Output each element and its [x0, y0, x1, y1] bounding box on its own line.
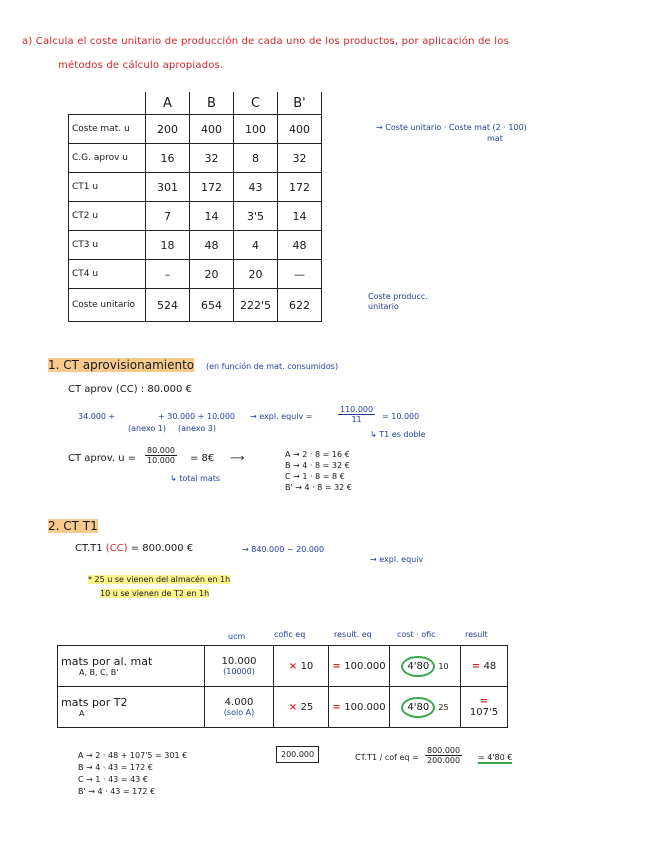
- row-label: CT4 u: [69, 260, 146, 289]
- ct-t1-line: [75, 543, 193, 554]
- row-label-main: mats por al. mat: [61, 655, 153, 668]
- frac-num: 80.000: [147, 446, 175, 455]
- result-value: 107'5: [469, 707, 499, 718]
- table-row: [69, 173, 322, 202]
- cost-mult: 10: [438, 661, 449, 671]
- cell: 32: [190, 144, 234, 173]
- table-row: [69, 260, 322, 289]
- frac-den: 10.000: [147, 456, 175, 465]
- col-header-b-prime: B': [278, 92, 322, 115]
- list-item: B' → 4 · 43 = 172 €: [78, 787, 156, 796]
- list-item: B' → 4 · 8 = 32 €: [285, 483, 352, 492]
- table-row: [69, 231, 322, 260]
- col-header-b: B: [190, 92, 234, 115]
- expl-mid: + 30.000 + 10.000: [158, 412, 236, 421]
- cost-mult: 25: [438, 702, 449, 712]
- section1-title-text: 1. CT aprovisionamiento: [48, 358, 195, 372]
- row-label: CT1 u: [69, 173, 146, 202]
- annex1: (anexo 1): [128, 424, 167, 433]
- list-item: A → 2 · 48 + 107'5 = 301 €: [78, 751, 188, 760]
- row-label: Coste unitario: [69, 289, 146, 322]
- frac-den: 200.000: [427, 756, 461, 765]
- cell: –: [146, 260, 190, 289]
- list-item: B → 4 · 8 = 32 €: [285, 461, 350, 470]
- cell: = 48: [461, 646, 508, 687]
- cell: [205, 646, 274, 687]
- t1-table: [57, 645, 508, 728]
- row1-note: → Coste unitario · Coste mat (2 · 100): [376, 123, 527, 132]
- annex3: (anexo 3): [178, 424, 217, 433]
- row-label-sub: A: [79, 709, 85, 718]
- cell: 4: [234, 231, 278, 260]
- section1-title: [48, 358, 338, 372]
- cell: 222'5: [234, 289, 278, 322]
- list-item: C → 1 · 43 = 43 €: [78, 775, 148, 784]
- col-header-c: C: [234, 92, 278, 115]
- final-prefix: CT.T1 / cof eq =: [355, 753, 419, 762]
- unit-cost-table: [68, 92, 322, 322]
- cell: 43: [234, 173, 278, 202]
- cell: 654: [190, 289, 234, 322]
- ct-aprov-line: CT aprov (CC) : 80.000 €: [68, 384, 192, 395]
- t1-header-result: result: [465, 630, 488, 639]
- cell: 48: [278, 231, 322, 260]
- cell: 172: [278, 173, 322, 202]
- ct-t1-label: CT.T1: [75, 543, 106, 554]
- cell: 7: [146, 202, 190, 231]
- cell: 14: [190, 202, 234, 231]
- final-fraction: [425, 746, 462, 765]
- row-label: Coste mat. u: [69, 115, 146, 144]
- table-row: [69, 115, 322, 144]
- ct-aprov-unit-result: = 8€: [190, 453, 215, 464]
- expl-fraction: [338, 405, 375, 424]
- section2-title: [48, 519, 98, 533]
- res-eq-value: 100.000: [344, 701, 386, 713]
- aprov-results: [285, 449, 352, 493]
- frac-num: 110.000: [340, 405, 374, 414]
- table-row: [58, 646, 508, 687]
- cell: 18: [146, 231, 190, 260]
- exercise-statement-line2: métodos de cálculo apropiados.: [58, 60, 224, 71]
- table-row: [69, 144, 322, 173]
- t1-header-ucm: ucm: [228, 632, 246, 641]
- exercise-statement-line1: a) Calcula el coste unitario de producción de cada uno de los productos, por aplicación de los: [22, 36, 509, 47]
- coef-value: 10: [300, 660, 314, 672]
- row-label: CT2 u: [69, 202, 146, 231]
- cell: = 107'5: [461, 687, 508, 728]
- cell: 622: [278, 289, 322, 322]
- row-label: CT3 u: [69, 231, 146, 260]
- list-item: B → 4 · 43 = 172 €: [78, 763, 153, 772]
- cell: —: [278, 260, 322, 289]
- cell: 14: [278, 202, 322, 231]
- section1-subtitle: (en función de mat. consumidos): [205, 362, 339, 371]
- cell: 172: [190, 173, 234, 202]
- cell: 20: [190, 260, 234, 289]
- t1-header-coef: cofic eq: [274, 630, 306, 639]
- res-eq-value: 100.000: [344, 660, 386, 672]
- last-row-note: Coste producc. unitario: [368, 292, 428, 311]
- row-label-sub: A, B, C, B': [79, 668, 119, 677]
- ct-t1-value: = 800.000 €: [127, 543, 194, 554]
- coef-total: 200.000: [276, 746, 319, 763]
- cell: = 100.000: [329, 687, 390, 728]
- cell: × 25: [274, 687, 329, 728]
- col-header-a: A: [146, 92, 190, 115]
- row-label: [58, 687, 205, 728]
- cell: 3'5: [234, 202, 278, 231]
- ucm-value: 4.000: [224, 697, 254, 708]
- ct-aprov-unit-prefix: CT aprov. u =: [68, 453, 137, 464]
- cell: 524: [146, 289, 190, 322]
- ucm-sub: (10000): [223, 667, 255, 676]
- t1-header-cost: cost · ofic: [397, 630, 436, 639]
- expl-result: = 10.000: [382, 412, 420, 421]
- row-label: C.G. aprov u: [69, 144, 146, 173]
- t1-breakdown: [78, 750, 187, 798]
- row1-note-sub: mat: [487, 134, 503, 143]
- table-row: [69, 202, 322, 231]
- list-item: C → 1 · 8 = 8 €: [285, 472, 345, 481]
- row-label-main: mats por T2: [61, 696, 128, 709]
- ct-t1-note: → 840.000 − 20.000: [242, 545, 325, 554]
- cell: 400: [278, 115, 322, 144]
- cell: 8: [234, 144, 278, 173]
- table-corner: [69, 92, 146, 115]
- cell: 200: [146, 115, 190, 144]
- t1-double-note: ↳ T1 es doble: [370, 430, 426, 439]
- table-row: [69, 289, 322, 322]
- cell: 32: [278, 144, 322, 173]
- cell: 301: [146, 173, 190, 202]
- cell: = 100.000: [329, 646, 390, 687]
- cell: 16: [146, 144, 190, 173]
- ucm-value: 10.000: [221, 656, 257, 667]
- expl-right: → expl. equiv =: [250, 412, 313, 421]
- cell: [205, 687, 274, 728]
- cell: 20: [234, 260, 278, 289]
- expl-left: 34.000 +: [78, 412, 116, 421]
- frac-den: 11: [351, 415, 362, 424]
- cell: 400: [190, 115, 234, 144]
- ucm-sub: (solo A): [223, 708, 255, 717]
- cc-tag: (CC): [105, 543, 128, 554]
- final-result: = 4'80 €: [478, 753, 513, 762]
- cost-circled: 4'80: [401, 697, 435, 718]
- highlight-line1: * 25 u se vienen del almacén en 1h: [88, 575, 231, 584]
- list-item: A → 2 · 8 = 16 €: [285, 450, 350, 459]
- table-row: [58, 687, 508, 728]
- cell: 48: [190, 231, 234, 260]
- highlight-line2: 10 u se vienen de T2 en 1h: [100, 589, 210, 598]
- t1-header-res-eq: result. eq: [334, 630, 372, 639]
- cost-circled: 4'80: [401, 656, 435, 677]
- cell: 100: [234, 115, 278, 144]
- ct-t1-note2: → expl. equiv: [370, 555, 424, 564]
- section2-title-text: 2. CT T1: [48, 519, 98, 533]
- arrow-icon: ⟶: [230, 453, 245, 464]
- cell: × 10: [274, 646, 329, 687]
- ct-aprov-unit-fraction: [145, 446, 177, 465]
- cell: [390, 687, 461, 728]
- coef-value: 25: [300, 701, 314, 713]
- total-mats-note: ↳ total mats: [170, 474, 221, 483]
- frac-num: 800.000: [427, 746, 461, 755]
- result-value: 48: [483, 660, 497, 672]
- row-label: [58, 646, 205, 687]
- cell: [390, 646, 461, 687]
